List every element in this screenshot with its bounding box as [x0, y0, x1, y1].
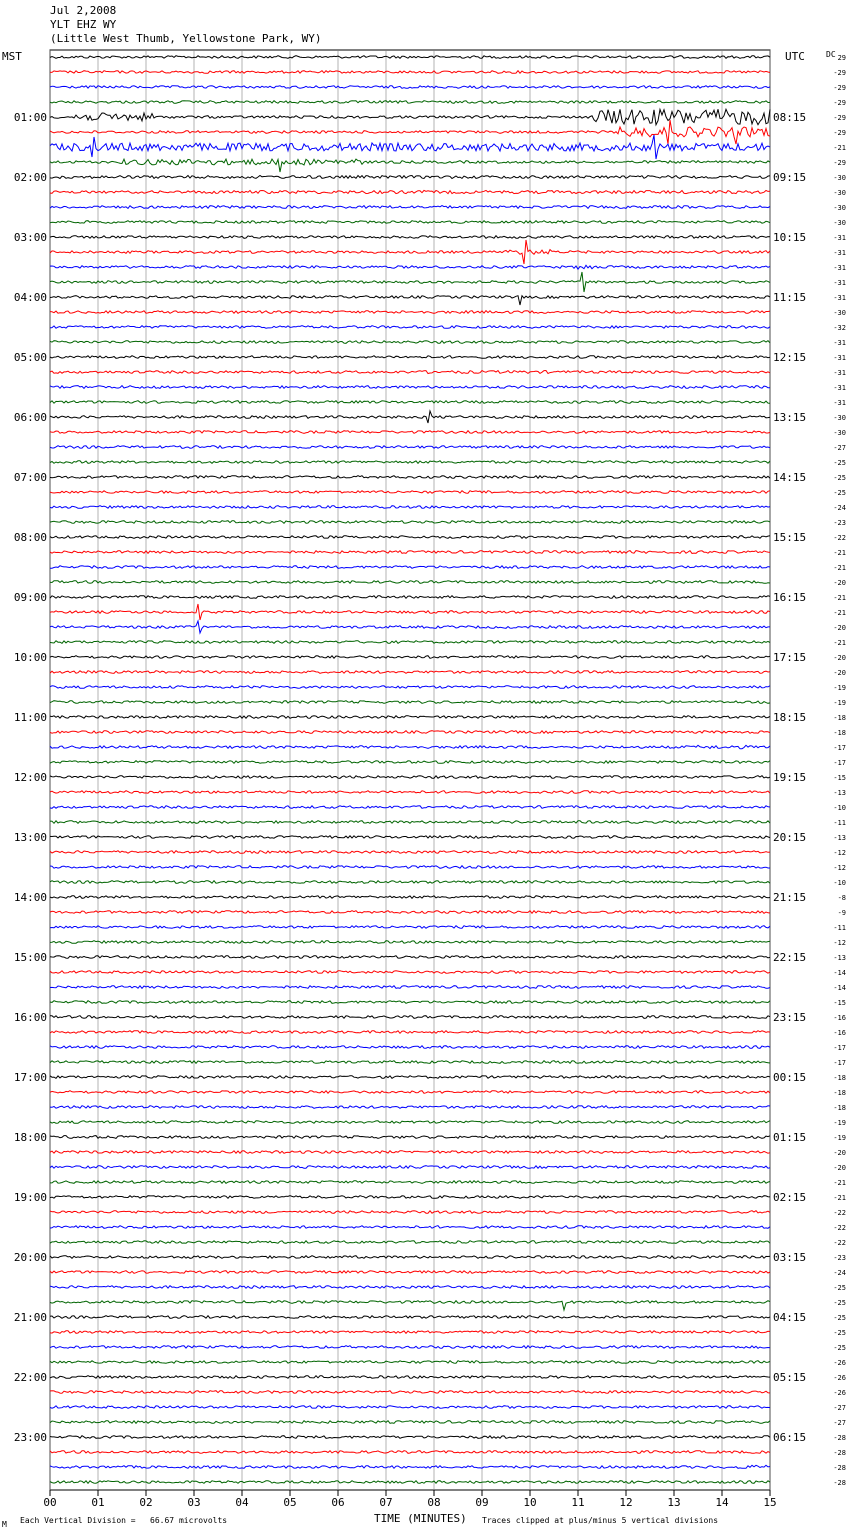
seismic-trace: [50, 109, 770, 125]
dc-offset-label: -25: [833, 474, 846, 482]
seismic-trace: [50, 296, 770, 305]
dc-offset-label: -15: [833, 999, 846, 1007]
seismic-trace: [50, 896, 770, 899]
seismic-trace: [50, 446, 770, 449]
dc-offset-label: -16: [833, 1029, 846, 1037]
utc-hour-label: 16:15: [773, 591, 807, 604]
dc-offset-label: -28: [833, 1434, 846, 1442]
dc-offset-label: -18: [833, 1074, 846, 1082]
x-tick-label: 03: [187, 1496, 201, 1509]
dc-offset-label: -17: [833, 744, 846, 752]
mst-hour-label: 15:00: [13, 951, 47, 964]
dc-offset-label: -16: [833, 1014, 846, 1022]
dc-offset-label: -19: [833, 1134, 846, 1142]
chart-subtitle: (Little West Thumb, Yellowstone Park, WY): [50, 32, 322, 45]
seismic-trace: [50, 551, 770, 554]
dc-offset-label: -24: [833, 504, 846, 512]
seismic-trace: [50, 356, 770, 359]
seismic-trace: [50, 881, 770, 884]
dc-offset-label: -25: [833, 459, 846, 467]
mst-hour-label: 03:00: [13, 231, 47, 244]
seismic-trace: [50, 1376, 770, 1379]
dc-offset-label: -18: [833, 714, 846, 722]
dc-offset-label: -21: [833, 564, 846, 572]
dc-offset-label: -29: [833, 84, 846, 92]
x-tick-label: 14: [715, 1496, 729, 1509]
dc-offset-label: -17: [833, 1044, 846, 1052]
seismic-trace: [50, 1301, 770, 1310]
utc-hour-label: 18:15: [773, 711, 807, 724]
seismic-trace: [50, 1481, 770, 1484]
mst-hour-label: 23:00: [13, 1431, 47, 1444]
seismic-trace: [50, 731, 770, 734]
dc-offset-label: -24: [833, 1269, 846, 1277]
seismic-trace: [50, 521, 770, 524]
clip-note: Traces clipped at plus/minus 5 vertical divisions: [482, 1516, 719, 1525]
seismic-trace: [50, 101, 770, 104]
dc-axis-title: DC: [826, 50, 836, 59]
utc-hour-label: 09:15: [773, 171, 807, 184]
dc-offset-label: -22: [833, 1209, 846, 1217]
seismic-trace: [50, 341, 770, 344]
dc-offset-label: -22: [833, 1239, 846, 1247]
mst-hour-label: 20:00: [13, 1251, 47, 1264]
dc-offset-label: -31: [833, 354, 846, 362]
dc-offset-label: -13: [833, 789, 846, 797]
seismic-trace: [50, 1091, 770, 1094]
seismic-trace: [50, 851, 770, 854]
seismic-trace: [50, 641, 770, 644]
dc-offset-label: -21: [833, 639, 846, 647]
dc-offset-label: -26: [833, 1389, 846, 1397]
dc-offset-label: -31: [833, 249, 846, 257]
mst-hour-label: 13:00: [13, 831, 47, 844]
dc-offset-label: -20: [833, 669, 846, 677]
seismic-trace: [50, 1256, 770, 1259]
dc-offset-label: -13: [833, 954, 846, 962]
seismic-trace: [50, 1001, 770, 1004]
seismic-trace: [50, 265, 770, 269]
seismic-trace: [50, 120, 770, 144]
dc-offset-label: -20: [833, 624, 846, 632]
x-tick-label: 13: [667, 1496, 681, 1509]
seismic-trace: [50, 1391, 770, 1394]
dc-offset-label: -31: [833, 279, 846, 287]
dc-offset-label: -25: [833, 1329, 846, 1337]
dc-offset-label: -18: [833, 1104, 846, 1112]
mst-hour-label: 11:00: [13, 711, 47, 724]
dc-offset-label: -17: [833, 759, 846, 767]
seismic-trace: [50, 431, 770, 434]
x-tick-label: 07: [379, 1496, 393, 1509]
seismic-trace: [50, 1331, 770, 1334]
seismic-trace: [50, 240, 770, 264]
dc-offset-label: -19: [833, 1119, 846, 1127]
seismic-trace: [50, 1046, 770, 1049]
mst-axis-title: MST: [2, 50, 22, 63]
seismic-trace: [50, 71, 770, 74]
dc-offset-label: -19: [833, 684, 846, 692]
utc-hour-label: 08:15: [773, 111, 807, 124]
dc-offset-label: 29: [837, 54, 846, 62]
utc-hour-label: 04:15: [773, 1311, 807, 1324]
utc-hour-label: 06:15: [773, 1431, 807, 1444]
x-axis-title: TIME (MINUTES): [374, 1512, 467, 1525]
dc-offset-label: -30: [833, 189, 846, 197]
utc-hour-label: 19:15: [773, 771, 807, 784]
seismic-trace: [50, 311, 770, 314]
dc-offset-label: -31: [833, 234, 846, 242]
dc-offset-label: -22: [833, 1224, 846, 1232]
mst-hour-label: 01:00: [13, 111, 47, 124]
seismic-trace: [50, 1211, 770, 1214]
dc-offset-label: -23: [833, 1254, 846, 1262]
x-tick-label: 11: [571, 1496, 585, 1509]
mst-hour-label: 22:00: [13, 1371, 47, 1384]
utc-hour-label: 13:15: [773, 411, 807, 424]
dc-offset-label: -14: [833, 984, 846, 992]
utc-hour-label: 03:15: [773, 1251, 807, 1264]
dc-offset-label: -12: [833, 939, 846, 947]
seismic-trace: [50, 941, 770, 944]
mst-hour-label: 19:00: [13, 1191, 47, 1204]
seismic-trace: [50, 911, 770, 914]
seismic-trace: [50, 461, 770, 464]
utc-hour-label: 12:15: [773, 351, 807, 364]
dc-offset-label: -20: [833, 1164, 846, 1172]
seismic-trace: [50, 1121, 770, 1124]
dc-offset-label: -25: [833, 1284, 846, 1292]
seismic-trace: [50, 1451, 770, 1454]
x-tick-label: 05: [283, 1496, 297, 1509]
seismic-trace: [50, 1226, 770, 1229]
x-tick-label: 01: [91, 1496, 105, 1509]
dc-offset-label: -29: [833, 99, 846, 107]
dc-offset-label: -20: [833, 579, 846, 587]
seismic-trace: [50, 159, 770, 172]
dc-offset-label: -31: [833, 294, 846, 302]
dc-offset-label: -21: [833, 609, 846, 617]
seismic-trace: [50, 1316, 770, 1319]
utc-hour-label: 14:15: [773, 471, 807, 484]
dc-offset-label: -31: [833, 369, 846, 377]
dc-offset-label: -28: [833, 1464, 846, 1472]
dc-offset-label: -12: [833, 864, 846, 872]
dc-offset-label: -22: [833, 534, 846, 542]
dc-offset-label: -10: [833, 879, 846, 887]
utc-hour-label: 15:15: [773, 531, 807, 544]
seismic-trace: [50, 1016, 770, 1019]
dc-offset-label: -21: [833, 549, 846, 557]
mst-hour-label: 18:00: [13, 1131, 47, 1144]
seismic-trace: [50, 1166, 770, 1169]
dc-offset-label: -30: [833, 309, 846, 317]
mst-hour-label: 08:00: [13, 531, 47, 544]
seismic-trace: [50, 656, 770, 659]
dc-offset-label: -27: [833, 1404, 846, 1412]
dc-offset-label: -25: [833, 1314, 846, 1322]
seismic-trace: [50, 821, 770, 824]
seismic-trace: [50, 1406, 770, 1409]
seismic-trace: [50, 190, 770, 193]
seismic-trace: [50, 326, 770, 329]
seismic-trace: [50, 411, 770, 423]
seismic-trace: [50, 1286, 770, 1289]
seismic-trace: [50, 1076, 770, 1079]
seismic-trace: [50, 806, 770, 809]
dc-offset-label: -27: [833, 444, 846, 452]
mst-hour-label: 07:00: [13, 471, 47, 484]
x-tick-label: 09: [475, 1496, 489, 1509]
seismic-trace: [50, 671, 770, 674]
mst-hour-label: 17:00: [13, 1071, 47, 1084]
dc-offset-label: -29: [833, 159, 846, 167]
mst-hour-label: 02:00: [13, 171, 47, 184]
dc-offset-label: -11: [833, 924, 846, 932]
utc-hour-label: 02:15: [773, 1191, 807, 1204]
seismic-trace: [50, 1421, 770, 1424]
utc-hour-label: 23:15: [773, 1011, 807, 1024]
seismic-trace: [50, 1271, 770, 1274]
dc-offset-label: -30: [833, 219, 846, 227]
mst-hour-label: 04:00: [13, 291, 47, 304]
dc-offset-label: -21: [833, 594, 846, 602]
x-tick-label: 08: [427, 1496, 441, 1509]
dc-offset-label: -15: [833, 774, 846, 782]
dc-offset-label: -29: [833, 129, 846, 137]
dc-offset-label: -9: [837, 909, 846, 917]
dc-offset-label: -25: [833, 1299, 846, 1307]
dc-offset-label: -14: [833, 969, 846, 977]
mst-hour-label: 10:00: [13, 651, 47, 664]
dc-offset-label: -30: [833, 174, 846, 182]
mst-hour-label: 16:00: [13, 1011, 47, 1024]
x-tick-label: 10: [523, 1496, 537, 1509]
dc-offset-label: -10: [833, 804, 846, 812]
dc-offset-label: -31: [833, 339, 846, 347]
seismic-trace: [50, 86, 770, 89]
dc-offset-label: -26: [833, 1359, 846, 1367]
utc-hour-label: 01:15: [773, 1131, 807, 1144]
dc-offset-label: -32: [833, 324, 846, 332]
utc-hour-label: 05:15: [773, 1371, 807, 1384]
dc-offset-label: -31: [833, 399, 846, 407]
seismic-trace: [50, 581, 770, 584]
seismic-trace: [50, 476, 770, 479]
x-tick-label: 02: [139, 1496, 153, 1509]
seismic-trace: [50, 1136, 770, 1139]
seismic-trace: [50, 371, 770, 374]
corner-mark: M: [2, 1520, 7, 1529]
dc-offset-label: -20: [833, 1149, 846, 1157]
dc-offset-label: -23: [833, 519, 846, 527]
seismic-trace: [50, 135, 770, 159]
dc-offset-label: -30: [833, 429, 846, 437]
dc-offset-label: -21: [833, 1194, 846, 1202]
seismic-trace: [50, 596, 770, 599]
dc-offset-label: -18: [833, 729, 846, 737]
dc-offset-label: -30: [833, 204, 846, 212]
dc-offset-label: -31: [833, 264, 846, 272]
dc-offset-label: -27: [833, 1419, 846, 1427]
seismic-trace: [50, 866, 770, 869]
seismic-trace: [50, 761, 770, 764]
dc-offset-label: -28: [833, 1479, 846, 1487]
seismic-trace: [50, 776, 770, 779]
dc-offset-label: -19: [833, 699, 846, 707]
mst-hour-label: 09:00: [13, 591, 47, 604]
seismic-trace: [50, 506, 770, 509]
utc-hour-label: 00:15: [773, 1071, 807, 1084]
seismic-trace: [50, 221, 770, 224]
seismic-trace: [50, 206, 770, 209]
seismic-trace: [50, 176, 770, 179]
seismic-trace: [50, 986, 770, 989]
dc-offset-label: -21: [833, 1179, 846, 1187]
seismic-trace: [50, 272, 770, 292]
seismic-trace: [50, 926, 770, 929]
seismic-trace: [50, 745, 770, 749]
utc-axis-title: UTC: [785, 50, 805, 63]
seismic-trace: [50, 386, 770, 389]
seismic-trace: [50, 1151, 770, 1154]
x-tick-label: 00: [43, 1496, 57, 1509]
utc-hour-label: 22:15: [773, 951, 807, 964]
chart-title: YLT EHZ WY: [50, 18, 117, 31]
dc-offset-label: -31: [833, 384, 846, 392]
chart-date: Jul 2,2008: [50, 4, 117, 17]
dc-offset-label: -28: [833, 1449, 846, 1457]
seismic-trace: [50, 1241, 770, 1244]
dc-offset-label: -11: [833, 819, 846, 827]
seismic-trace: [50, 1106, 770, 1109]
x-tick-label: 12: [619, 1496, 633, 1509]
x-tick-label: 15: [763, 1496, 777, 1509]
seismic-trace: [50, 1181, 770, 1184]
seismic-trace: [50, 1436, 770, 1439]
mst-hour-label: 21:00: [13, 1311, 47, 1324]
seismic-trace: [50, 621, 770, 633]
seismic-trace: [50, 236, 770, 239]
seismic-trace: [50, 1196, 770, 1199]
dc-offset-label: -18: [833, 1089, 846, 1097]
seismic-trace: [50, 56, 770, 59]
seismic-trace: [50, 716, 770, 719]
seismic-trace: [50, 971, 770, 974]
dc-offset-label: -13: [833, 834, 846, 842]
mst-hour-label: 12:00: [13, 771, 47, 784]
dc-offset-label: -17: [833, 1059, 846, 1067]
dc-offset-label: -25: [833, 489, 846, 497]
dc-offset-label: -25: [833, 1344, 846, 1352]
seismic-trace: [50, 1361, 770, 1364]
seismic-trace: [50, 1346, 770, 1349]
mst-hour-label: 05:00: [13, 351, 47, 364]
dc-offset-label: -26: [833, 1374, 846, 1382]
dc-offset-label: -30: [833, 414, 846, 422]
seismic-trace: [50, 536, 770, 539]
utc-hour-label: 21:15: [773, 891, 807, 904]
seismic-trace: [50, 1031, 770, 1034]
seismic-trace: [50, 686, 770, 689]
seismic-trace: [50, 401, 770, 404]
seismic-trace: [50, 791, 770, 794]
x-tick-label: 06: [331, 1496, 345, 1509]
mst-hour-label: 14:00: [13, 891, 47, 904]
utc-hour-label: 11:15: [773, 291, 807, 304]
mst-hour-label: 06:00: [13, 411, 47, 424]
dc-offset-label: -8: [837, 894, 846, 902]
scale-note: Each Vertical Division = 66.67 microvolts: [20, 1516, 228, 1525]
x-tick-label: 04: [235, 1496, 249, 1509]
dc-offset-label: -29: [833, 114, 846, 122]
seismic-trace: [50, 604, 770, 620]
dc-offset-label: -20: [833, 654, 846, 662]
seismic-trace: [50, 701, 770, 704]
dc-offset-label: -12: [833, 849, 846, 857]
utc-hour-label: 20:15: [773, 831, 807, 844]
seismic-trace: [50, 1061, 770, 1064]
seismic-trace: [50, 566, 770, 569]
seismic-trace: [50, 1465, 770, 1468]
seismic-trace: [50, 836, 770, 839]
seismic-trace: [50, 491, 770, 494]
utc-hour-label: 17:15: [773, 651, 807, 664]
dc-offset-label: -21: [833, 144, 846, 152]
utc-hour-label: 10:15: [773, 231, 807, 244]
seismic-trace: [50, 956, 770, 959]
dc-offset-label: -29: [833, 69, 846, 77]
